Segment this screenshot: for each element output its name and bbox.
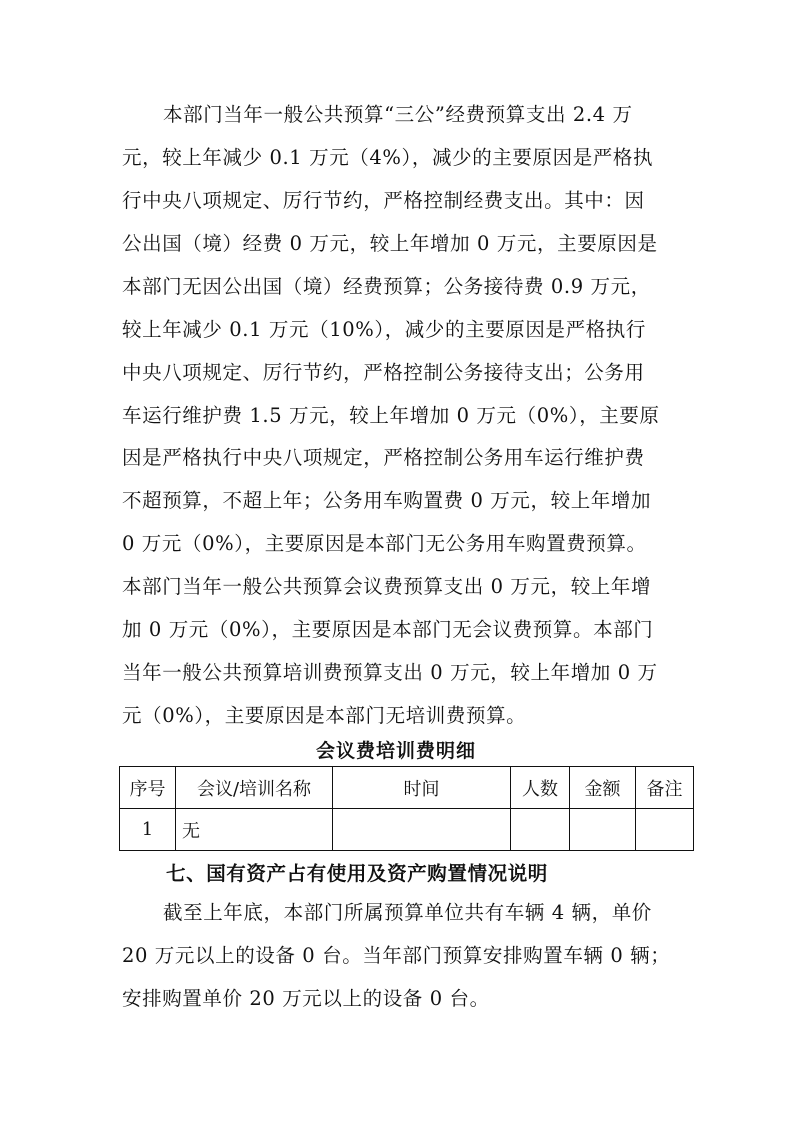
table-row [120, 809, 694, 851]
text-line: 不超预算，不超上年；公务用车购置费 0 万元，较上年增加 [122, 489, 652, 512]
text-line: 行中央八项规定、厉行节约，严格控制经费支出。其中：因 [122, 189, 645, 212]
meeting-training-table [119, 766, 694, 851]
cell-time [333, 809, 511, 851]
text-line: 20 万元以上的设备 0 台。当年部门预算安排购置车辆 0 辆； [122, 944, 671, 967]
text-line: 当年一般公共预算培训费预算支出 0 万元，较上年增加 0 万 [122, 661, 658, 684]
cell-remarks [636, 809, 694, 851]
column-header-name: 会议/培训名称 [176, 767, 333, 809]
text-line: 本部门当年一般公共预算会议费预算支出 0 万元，较上年增 [122, 575, 652, 598]
cell-name: 无 [176, 809, 333, 851]
text-line: 安排购置单价 20 万元以上的设备 0 台。 [122, 987, 490, 1010]
table-caption: 会议费培训费明细 [315, 740, 476, 762]
cell-amount [570, 809, 636, 851]
text-line: 加 0 万元（0%），主要原因是本部门无会议费预算。本部门 [122, 618, 654, 641]
column-header-time: 时间 [333, 767, 511, 809]
column-header-attendees: 人数 [511, 767, 570, 809]
cell-index: 1 [120, 809, 176, 851]
text-line: 截至上年底，本部门所属预算单位共有车辆 4 辆，单价 [163, 901, 652, 924]
text-line: 本部门当年一般公共预算“三公”经费预算支出 2.4 万 [163, 103, 633, 126]
table-header-row [120, 767, 694, 809]
text-line: 元，较上年减少 0.1 万元（4%），减少的主要原因是严格执 [122, 146, 654, 169]
text-line: 因是严格执行中央八项规定，严格控制公务用车运行维护费 [122, 446, 645, 469]
column-header-remarks: 备注 [636, 767, 694, 809]
text-line: 0 万元（0%），主要原因是本部门无公务用车购置费预算。 [122, 532, 647, 555]
section-heading: 七、国有资产占有使用及资产购置情况说明 [166, 862, 548, 885]
column-header-index: 序号 [120, 767, 176, 809]
text-line: 较上年减少 0.1 万元（10%），减少的主要原因是严格执行 [122, 318, 647, 341]
text-line: 车运行维护费 1.5 万元，较上年增加 0 万元（0%），主要原 [122, 404, 660, 427]
cell-attendees [511, 809, 570, 851]
text-line: 本部门无因公出国（境）经费预算；公务接待费 0.9 万元， [122, 275, 651, 298]
text-line: 中央八项规定、厉行节约，严格控制公务接待支出；公务用 [122, 361, 645, 384]
text-line: 元（0%），主要原因是本部门无培训费预算。 [122, 704, 527, 727]
text-line: 公出国（境）经费 0 万元，较上年增加 0 万元，主要原因是 [122, 232, 658, 255]
column-header-amount: 金额 [570, 767, 636, 809]
